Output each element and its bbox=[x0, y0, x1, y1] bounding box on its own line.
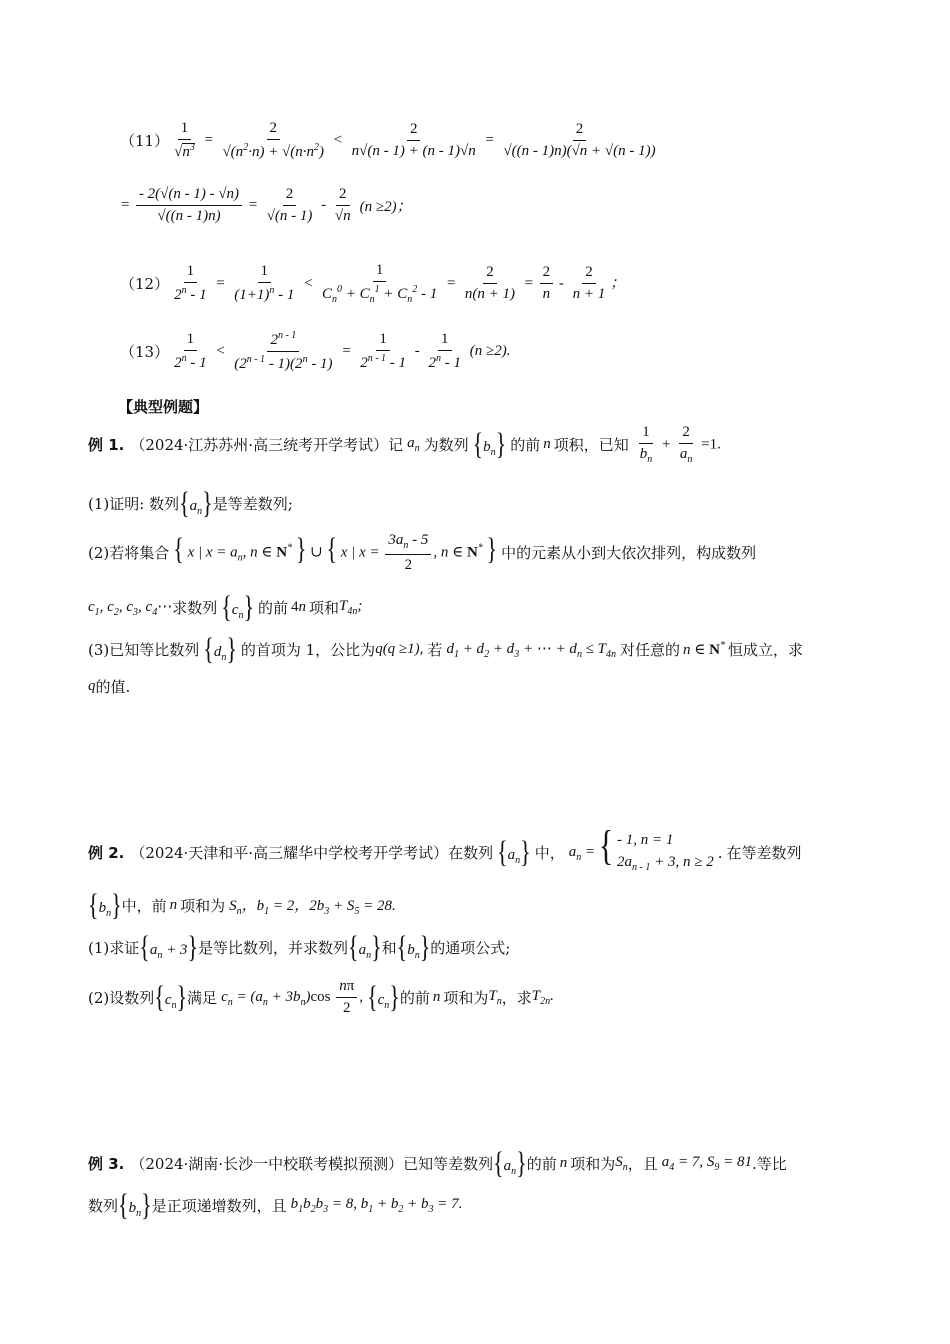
ex3-source: （2024·湖南·长沙一中校联考模拟预测） bbox=[130, 1155, 404, 1173]
ex1-q2-cont: $c_1$, $c_2$, $c_3$, $c_4\cdots$ 求数列 $\{c_n\}$ 的前 4n 项和 $T_{4n}$; bbox=[88, 588, 363, 624]
ex1-q1: (1)证明: 数列 $\{a_n\}$ 是等差数列; bbox=[88, 484, 293, 520]
ex1-q3: (3)已知等比数列 $\{d_n\}$ 的首项为 1，公比为 q(q ≥1), 若 $d_1 + d_2 + d_3$ + ⋯ + $d_n \le T_{4n}$ 对任意的 n ∈ N* 恒成立，求 bbox=[88, 630, 803, 666]
ex3-line2: 数列 $\{b_n\}$ 是正项递增数列，且 $b_1b_2b_3 = 8$, $b_1 + b_2 + b_3 = 7$. bbox=[88, 1186, 463, 1222]
ex2-q2: (2)设数列 $\{c_n\}$ 满足 $c_n = (a_n + 3b_n)\cos$ $\frac{n\pi}{2}$ , $\{c_n\}$ 的前 n 项和为 $T_n$ ，求 $T_{2n}$. bbox=[88, 978, 554, 1017]
ex2-q1: (1)求证 $\{a_n + 3\}$ 是等比数列，并求数列 $\{a_n\}$ 和 $\{b_n\}$ 的通项公式; bbox=[88, 928, 511, 964]
formula-12: （12） $\frac{1}{2^n - 1}$ = $\frac{1}{(1+1)^n - 1}$ < $\frac{1}{C_n^0 + C_n^1 + C_n^2 - 1}$ = $\frac{2}{n(n + 1)}$ = $\frac{2}{n}$ - $\frac{2}{n + 1}$ ； bbox=[120, 262, 626, 306]
ex1-label: 例 1. bbox=[88, 436, 125, 455]
ex1-q3-cont: q 的值. bbox=[88, 678, 131, 696]
formula-11-condition: (n ≥2)； bbox=[359, 199, 412, 216]
ex2-line2: $\{b_n\}$ 中，前 n 项和为 $S_n$，$b_1 = 2$，$2b_3 + S_5 = 28$. bbox=[88, 886, 396, 922]
ex2-source: （2024·天津和平·高三耀华中学校考开学考试） bbox=[130, 844, 449, 863]
formula-11-label: （11） bbox=[120, 132, 170, 151]
ex1-intro: 例 1. （2024·江苏苏州·高三统考开学考试） 记 $a_n$ 为数列 $\{b_n\}$ 的前 n 项积，已知 $\frac{1}{b_n}$ + $\frac{2}{a_n}$ =1. bbox=[88, 424, 721, 466]
ex2-intro: 例 2. （2024·天津和平·高三耀华中学校考开学考试） 在数列 $\{a_n\}$ 中， $a_n$ = { - 1, n = 1 $2a_{n - 1} + 3$, n ≥ 2 . 在等差数列 bbox=[88, 823, 802, 873]
formula-13-label: （13） bbox=[120, 343, 170, 362]
ex1-source: （2024·江苏苏州·高三统考开学考试） bbox=[130, 436, 389, 455]
ex2-label: 例 2. bbox=[88, 844, 125, 863]
ex3-intro: 例 3. （2024·湖南·长沙一中校联考模拟预测） 已知等差数列 $\{a_n\}$ 的前 n 项和为 $S_n$ ，且 $a_4 = 7$, $S_9 = 81$ .等比 bbox=[88, 1144, 787, 1180]
formula-11-cont: = $\frac{- 2(√(n - 1) - √n)}{√((n - 1)n)}$ = $\frac{2}{√(n - 1)}$ - $\frac{2}{√n}$ (n ≥2)； bbox=[120, 186, 412, 225]
formula-11: （11） $\frac{1}{√n^3}$ = $\frac{2}{√(n^2\cdot n) + √(n\cdot n^2)}$ < $\frac{2}{n√(n - 1) + (n - 1)√n}$ = $\frac{2}{√((n - 1)n)(√n + √(n - 1))}$ bbox=[120, 120, 656, 161]
formula-12-label: （12） bbox=[120, 275, 170, 294]
ex1-q2: (2)若将集合 { x | $x = a_n$, n ∈ N* } ∪ { x | x = $\frac{3a_n - 5}{2}$ , n ∈ N* } 中的元素从小到大依次排列，构成数列 bbox=[88, 531, 757, 573]
section-heading: 【典型例题】 bbox=[118, 398, 209, 416]
formula-13: （13） $\frac{1}{2^n - 1}$ < $\frac{2^{n - 1}}{(2^{n - 1} - 1)(2^n - 1)}$ = $\frac{1}{2^{n - 1} - 1}$ - $\frac{1}{2^n - 1}$ (n ≥2). bbox=[120, 330, 511, 373]
ex3-label: 例 3. bbox=[88, 1155, 125, 1173]
